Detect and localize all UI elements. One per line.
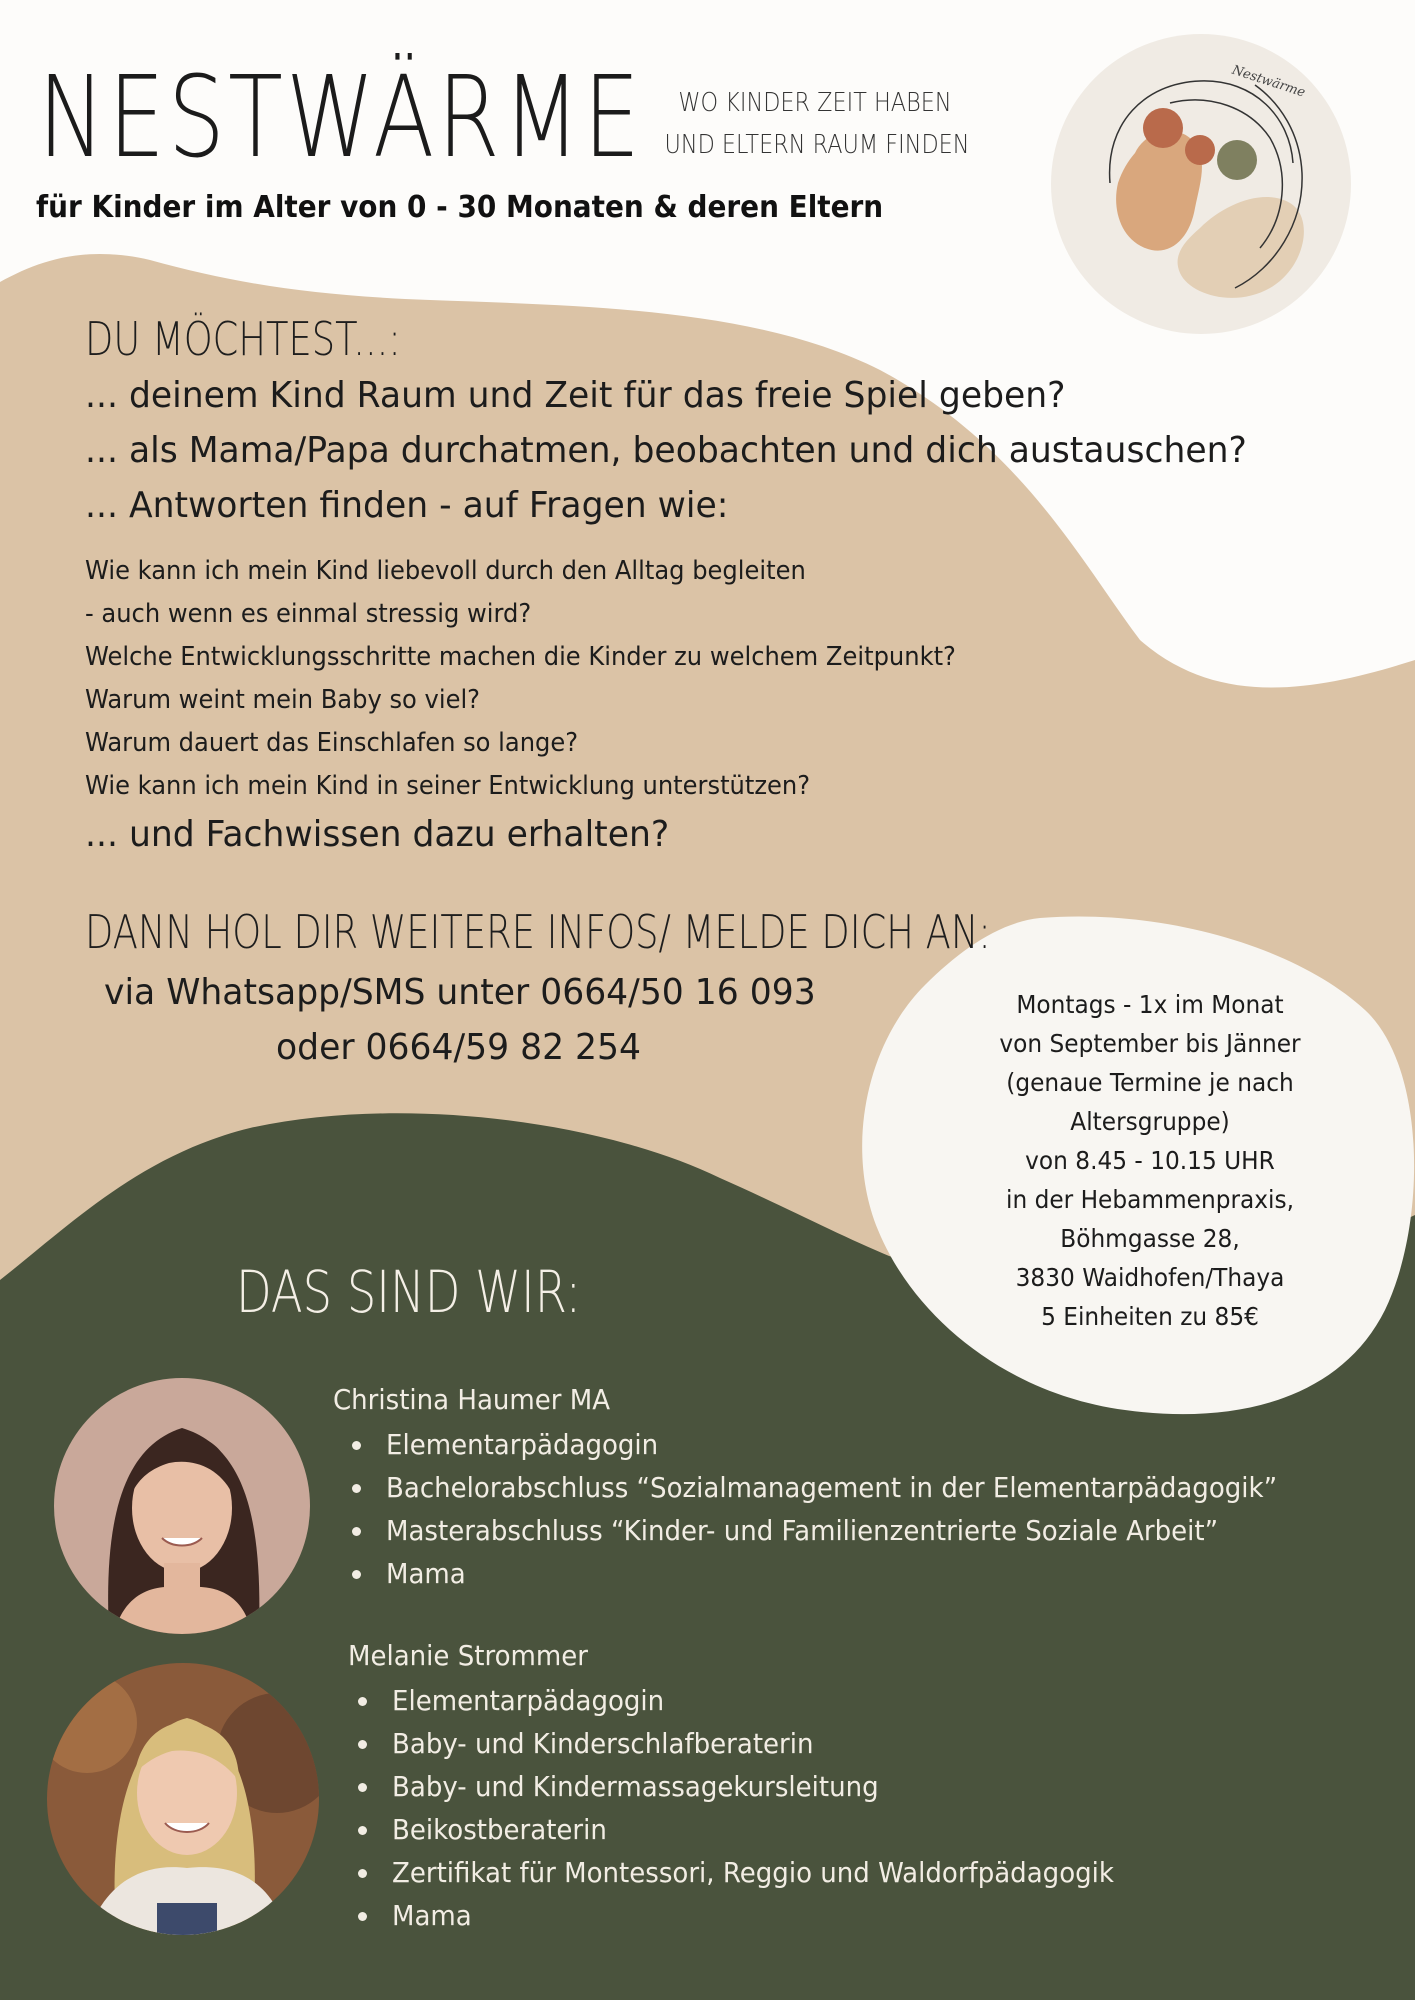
schedule-line: (genaue Termine je nach — [1006, 1068, 1294, 1097]
member-qualifications — [352, 1423, 1344, 1595]
heading-du-moechtest: DU MÖCHTEST...: — [85, 312, 401, 366]
schedule-line: 5 Einheiten zu 85€ — [1041, 1302, 1259, 1331]
logo-wordmark: Nestwärme — [1229, 62, 1307, 101]
tagline-line: UND ELTERN RAUM FINDEN — [664, 130, 970, 160]
qualification-item: Masterabschluss “Kinder- und Familienzentrierte Soziale Arbeit” — [352, 1509, 1344, 1552]
question-line: ... Antworten finden - auf Fragen wie: — [85, 485, 729, 526]
contact-line-whatsapp: via Whatsapp/SMS unter 0664/50 16 093 — [104, 972, 816, 1013]
qualification-item: Baby- und Kindermassagekursleitung — [358, 1765, 1168, 1808]
nestwaerme-logo — [1050, 33, 1352, 335]
question-fachwissen: ... und Fachwissen dazu erhalten? — [85, 814, 670, 855]
qualification-item: Elementarpädagogin — [352, 1423, 1344, 1466]
subtitle: für Kinder im Alter von 0 - 30 Monaten & deren Eltern — [36, 190, 884, 225]
member-name: Melanie Strommer — [348, 1639, 588, 1672]
tagline-line: WO KINDER ZEIT HABEN — [678, 88, 952, 118]
qualification-item: Beikostberaterin — [358, 1808, 1168, 1851]
example-question: - auch wenn es einmal stressig wird? — [85, 599, 532, 629]
example-question: Wie kann ich mein Kind liebevoll durch den Alltag begleiten — [85, 556, 806, 586]
example-question: Welche Entwicklungsschritte machen die Kinder zu welchem Zeitpunkt? — [85, 642, 956, 672]
example-questions — [85, 550, 1021, 808]
heading-contact: DANN HOL DIR WEITERE INFOS/ MELDE DICH AN: — [85, 905, 991, 959]
schedule-info — [960, 985, 1340, 1336]
schedule-line: von 8.45 - 10.15 UHR — [1025, 1146, 1275, 1175]
member-qualifications — [358, 1679, 1168, 1937]
member-name: Christina Haumer MA — [333, 1383, 611, 1416]
question-line: ... als Mama/Papa durchatmen, beobachten und dich austauschen? — [85, 430, 1247, 471]
question-line: ... deinem Kind Raum und Zeit für das freie Spiel geben? — [85, 375, 1066, 416]
contact-line-phone: oder 0664/59 82 254 — [276, 1027, 642, 1068]
schedule-line: 3830 Waidhofen/Thaya — [1015, 1263, 1285, 1292]
avatar-melanie — [47, 1663, 319, 1935]
qualification-item: Baby- und Kinderschlafberaterin — [358, 1722, 1168, 1765]
avatar-christina — [54, 1378, 310, 1634]
schedule-line: in der Hebammenpraxis, — [1005, 1185, 1295, 1214]
qualification-item: Mama — [358, 1894, 1168, 1937]
brand-title: NESTWÄRME — [38, 53, 644, 183]
schedule-line: Altersgruppe) — [1070, 1107, 1230, 1136]
main-questions — [85, 368, 1295, 533]
example-question: Warum weint mein Baby so viel? — [85, 685, 481, 715]
example-question: Warum dauert das Einschlafen so lange? — [85, 728, 579, 758]
qualification-item: Zertifikat für Montessori, Reggio und Waldorfpädagogik — [358, 1851, 1168, 1894]
tagline — [664, 82, 970, 166]
schedule-line: Montags - 1x im Monat — [1016, 990, 1284, 1019]
schedule-line: von September bis Jänner — [999, 1029, 1301, 1058]
heading-team: DAS SIND WIR: — [236, 1258, 582, 1326]
qualification-item: Bachelorabschluss “Sozialmanagement in der Elementarpädagogik” — [352, 1466, 1344, 1509]
schedule-line: Böhmgasse 28, — [1060, 1224, 1240, 1253]
qualification-item: Mama — [352, 1552, 1344, 1595]
qualification-item: Elementarpädagogin — [358, 1679, 1168, 1722]
example-question: Wie kann ich mein Kind in seiner Entwicklung unterstützen? — [85, 771, 811, 801]
